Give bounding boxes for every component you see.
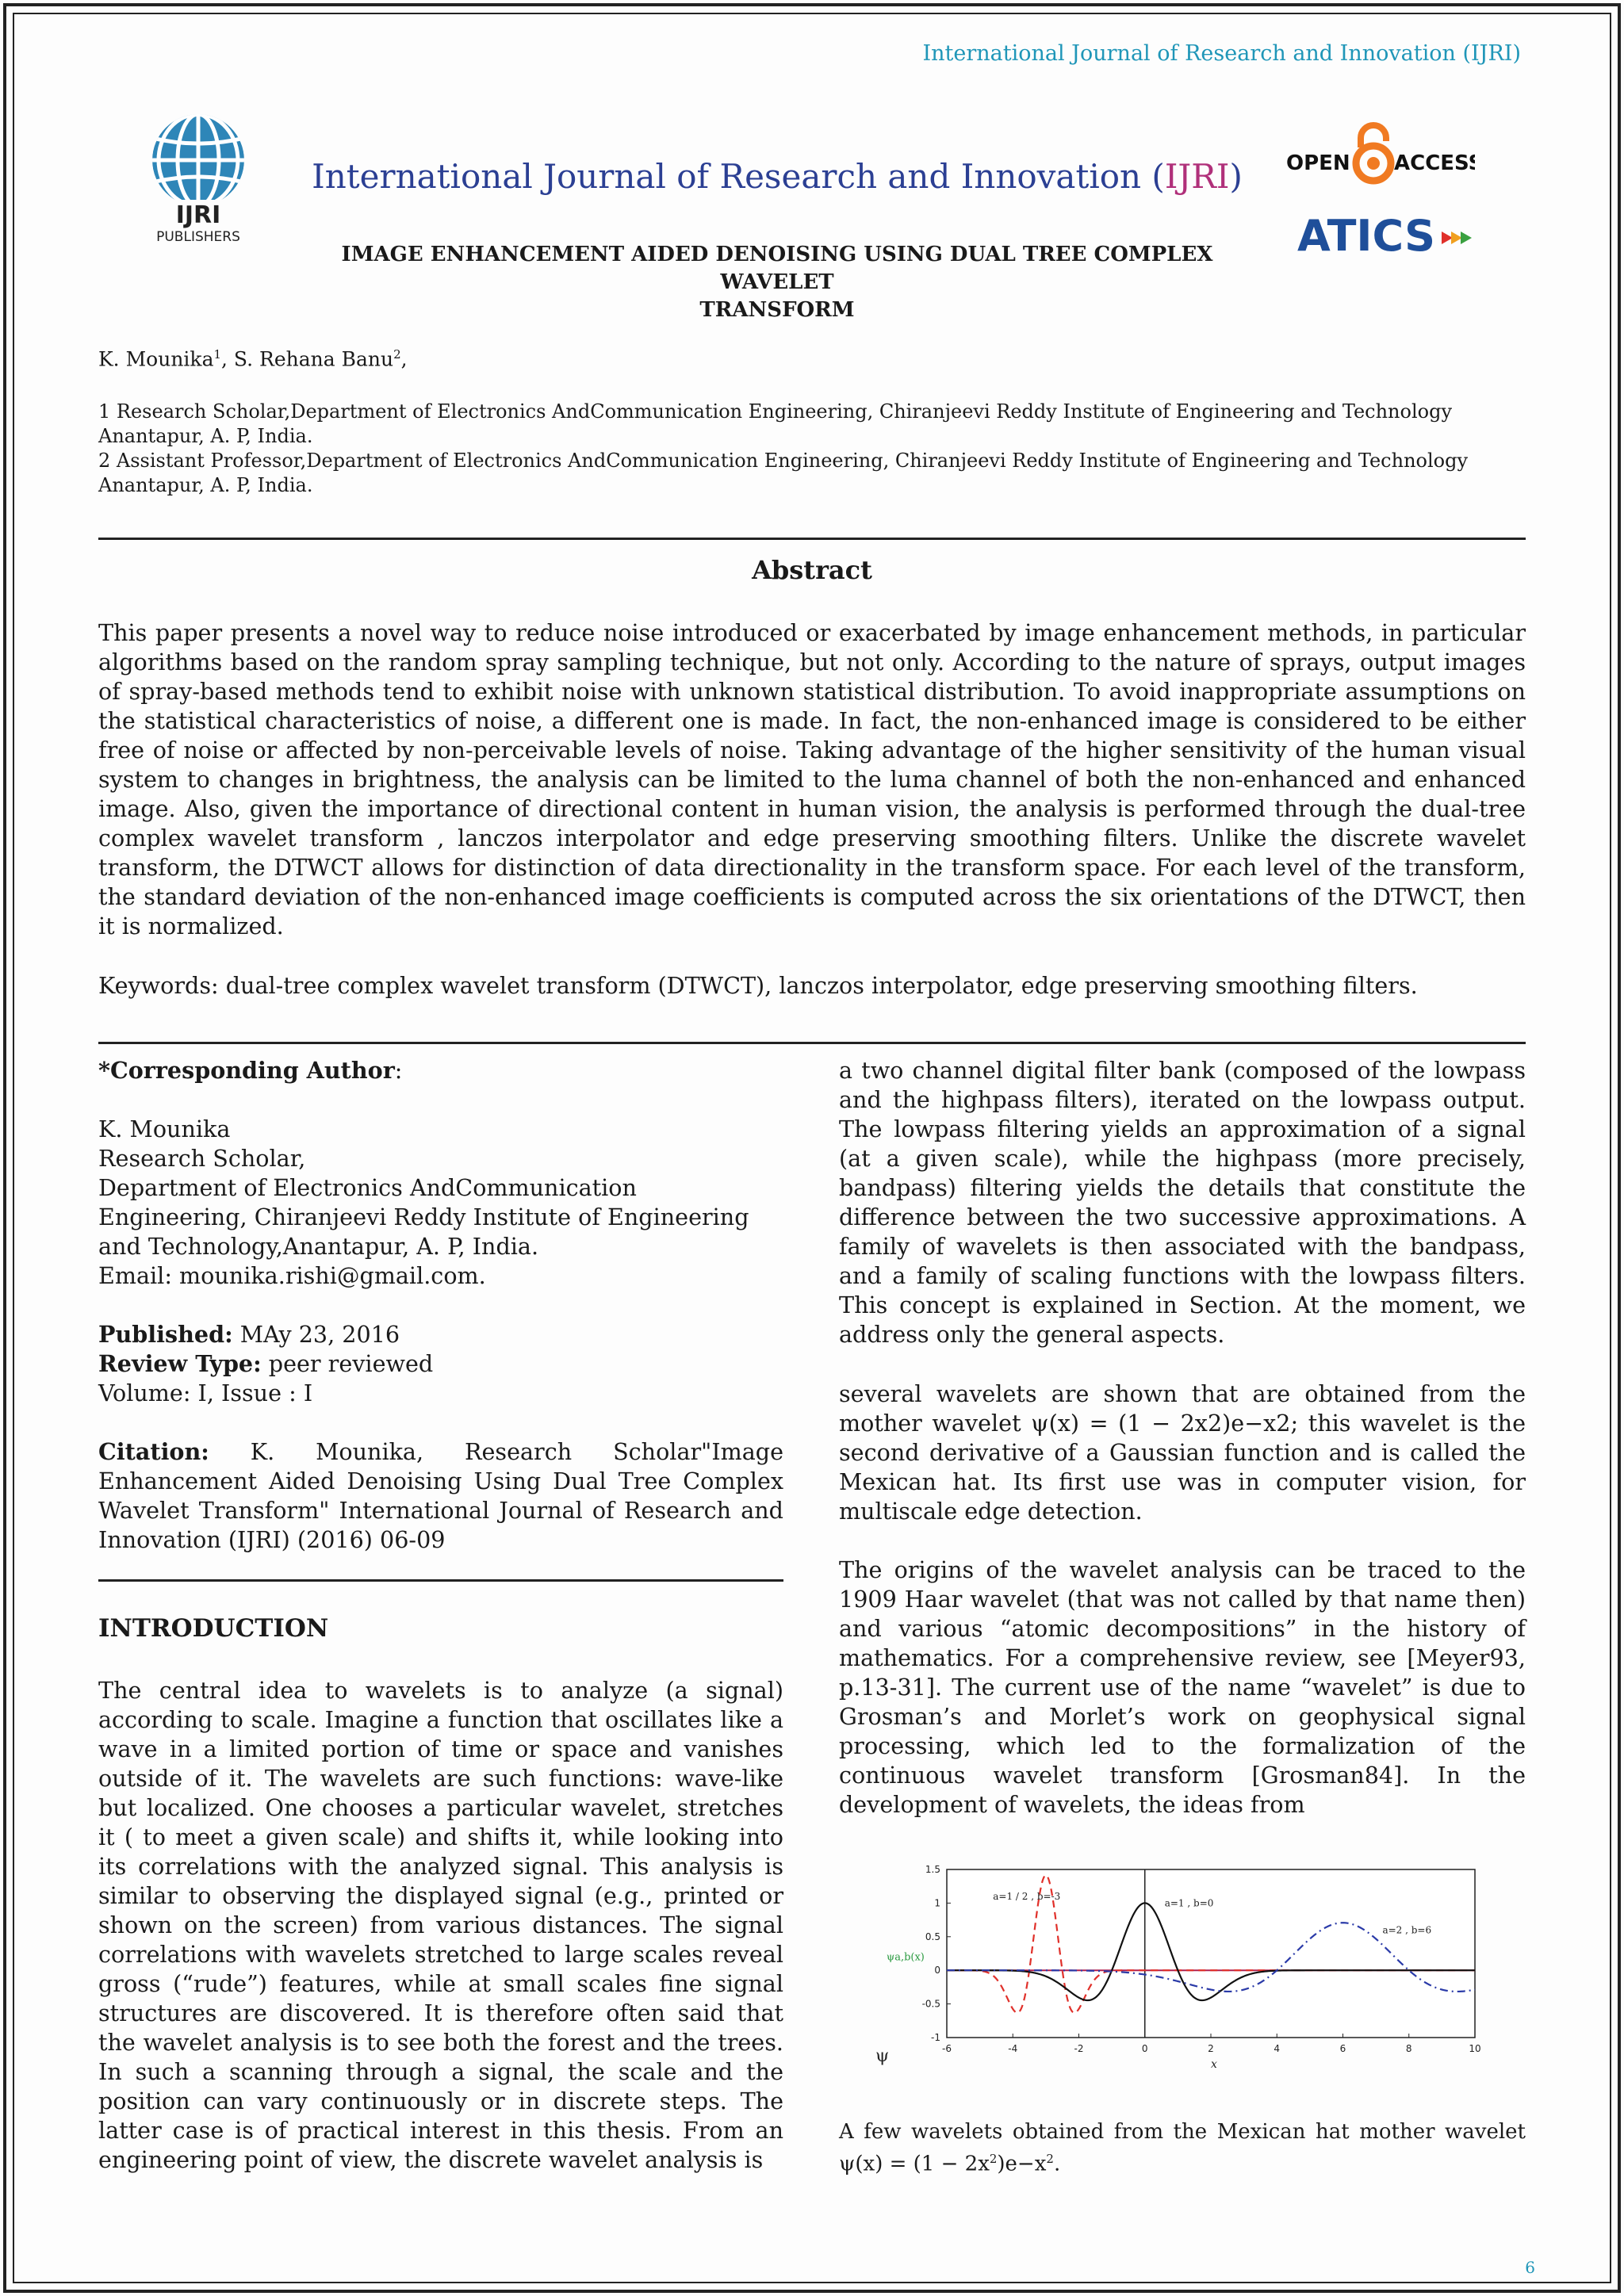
introduction-body: The central idea to wavelets is to analyze (a signal) according to scale. Imagine a function that oscillates like a wave in a limited portion of time or space and vanishes outside of it. The wavelets are such functions: wave-like but localized. One chooses a particular wavelet, stretches it ( to meet a given scale) and shifts it, while looking into its correlations with the analyzed signal. This analysis is similar to observing the displayed signal (e.g., printed or shown on the screen) from various distances. The signal correlations with wavelets stretched to large scales reveal gross (“rude”) features, while at small scales fine signal structures are discovered. It is therefore often said that the wavelet analysis is to see both the forest and the trees. In such a scanning through a signal, the scale and the position can vary continuously or in discrete steps. The latter case is of practical interest in this thesis. From an engineering point of view, the discrete wavelet analysis is — [98, 1677, 783, 2173]
x-tick-label: 10 — [1469, 2043, 1481, 2054]
divider — [98, 538, 1526, 540]
abstract-body: This paper presents a novel way to reduce noise introduced or exacerbated by image enhancement methods, in particular algorithms based on the random spray sampling technique, but not only. According to the nature of sprays, output images of spray-based methods tend to exhibit noise with unknown statistical distribution. To avoid inappropriate assumptions on the statistical characteristics of noise, a different one is made. In fact, the non-enhanced image is considered to be either free of noise or affected by non-perceivable levels of noise. Taking advantage of the higher sensitivity of the human visual system to changes in brightness, the analysis can be limited to the luma channel of both the non-enhanced and enhanced image. Also, given the importance of directional content in human vision, the analysis is performed through the dual-tree complex wavelet transform , lanczos interpolator and edge preserving smoothing filters. Unlike the discrete wavelet transform, the DTWCT allows for distinction of data directionality in the transform space. For each level of the transform, the standard deviation of the non-enhanced image coefficients is computed across the six orientations of the DTWCT, then it is normalized. — [98, 619, 1526, 939]
introduction-heading: INTRODUCTION — [98, 1614, 329, 1643]
authors: K. Mounika$^1$, S. Rehana Banu$^2$, — [98, 347, 408, 371]
right-paragraph-3: The origins of the wavelet analysis can be traced to the 1909 Haar wavelet (that was not called by that name then) and various “atomic decompositions” in the history of mathematics. For a comprehensive review, see [Meyer93, p.13-31]. The current use of the name “wavelet” is due to Grosman’s and Morlet’s work on geophysical signal processing, which led to the formalization of the continuous wavelet transform [Grosman84]. In the development of wavelets, the ideas from — [839, 1556, 1526, 1818]
atics-text: ATICS — [1297, 211, 1436, 261]
logo-ijri-text: IJRI — [175, 201, 221, 229]
running-head: International Journal of Research and Innovation (IJRI) — [922, 41, 1521, 66]
figure-caption: A few wavelets obtained from the Mexican hat mother wavelet $\psi(x) = (1 - 2x^2)e-x^2$. — [839, 2120, 1526, 2176]
open-access-logo — [1285, 121, 1475, 195]
page-number: 6 — [1525, 2258, 1535, 2277]
divider — [98, 1042, 1526, 1044]
journal-abbr: IJRI — [1164, 157, 1230, 196]
citation: Citation: K. Mounika, Research Scholar"Image Enhancement Aided Denoising Using Dual Tree Complex Wavelet Transform" International Journal of Research and Innovation (IJRI) (2016) 06-09 — [98, 1438, 783, 1553]
x-tick-label: 0 — [1141, 2043, 1148, 2054]
y-tick-label: -0.5 — [921, 1998, 940, 2010]
x-tick-label: -4 — [1008, 2043, 1018, 2054]
arrows-icon — [1442, 232, 1472, 244]
x-tick-label: 2 — [1208, 2043, 1214, 2054]
x-tick-label: -2 — [1074, 2043, 1084, 2054]
y-tick-label: 0.5 — [925, 1931, 940, 1942]
open-access-right-text: ACCESS — [1394, 151, 1475, 175]
atics-logo — [1297, 208, 1488, 266]
corresponding-email: Email: mounika.rishi@gmail.com. — [98, 1262, 486, 1289]
x-tick-label: 8 — [1405, 2043, 1412, 2054]
y-tick-label: 1.5 — [925, 1864, 940, 1875]
right-paragraph-1: a two channel digital filter bank (composed of the lowpass and the highpass filters), iterated on the lowpass output. The lowpass filtering yields an approximation of a signal (at a given scale), while the highpass (more precisely, bandpass) filtering yields the details that constitute the difference between the two successive approximations. A family of wavelets is then associated with the bandpass, and a family of scaling functions with the lowpass filters. This concept is explained in Section. At the moment, we address only the general aspects. — [839, 1057, 1526, 1348]
paper-title: IMAGE ENHANCEMENT AIDED DENOISING USING DUAL TREE COMPLEX WAVELET TRANSFORM — [341, 243, 1213, 322]
divider — [98, 1579, 783, 1582]
curve-annotation: a=1 / 2 , b=-3 — [993, 1891, 1061, 1903]
curve-annotation: a=2 , b=6 — [1382, 1924, 1432, 1936]
journal-title: International Journal of Research and Innovation (IJRI) — [312, 157, 1243, 196]
globe-icon — [149, 113, 260, 200]
keywords: Keywords: dual-tree complex wavelet transform (DTWCT), lanczos interpolator, edge preserving smoothing filters. — [98, 972, 1418, 999]
y-axis-label: ψ — [875, 2046, 890, 2066]
abstract-heading: Abstract — [752, 555, 872, 585]
curve-annotation: a=1 , b=0 — [1164, 1897, 1214, 1909]
inner-y-label: ψa,b(x) — [887, 1951, 925, 1964]
right-paragraph-2: several wavelets are shown that are obtained from the mother wavelet ψ(x) = (1 − 2x2)e−x2; this wavelet is the second derivative of a Gaussian function and is called the Mexican hat. Its first use was in computer vision, for multiscale edge detection. — [839, 1380, 1526, 1525]
x-tick-label: 6 — [1339, 2043, 1346, 2054]
x-axis-label: x — [1211, 2058, 1217, 2071]
corresponding-author: *Corresponding Author: K. Mounika Research Scholar, Department of Electronics AndCommunication Engineering, Chiranjeevi Reddy Institute of Engineering and Technology,Anantapur, A. P, India. Email: mounika.rishi@gmail.com. Published: MAy 23, 2016 Review Type: peer reviewed Volume: I, Issue : I Citation: K. Mounika, Research Scholar"Image Enhancement Aided Denoising Using Dual Tree Complex Wavelet Transform" International Journal of Research and Innovation (IJRI) (2016) 06-09 — [98, 1057, 783, 1553]
x-tick-label: -6 — [942, 2043, 952, 2054]
y-tick-label: -1 — [931, 2032, 940, 2043]
y-tick-label: 0 — [934, 1965, 940, 1976]
x-tick-label: 4 — [1274, 2043, 1281, 2054]
open-access-left-text: OPEN — [1286, 151, 1350, 175]
y-tick-label: 1 — [934, 1897, 940, 1909]
affiliations: 1 Research Scholar,Department of Electronics AndCommunication Engineering, Chiranjeevi Reddy Institute of Engineering and Technology Anantapur, A. P, India. 2 Assistant Professor,Department of Electronics AndCommunication Engineering, Chiranjeevi Reddy Institute of Engineering and Technology Anantapur, A. P, India. — [98, 400, 1469, 496]
ijri-logo — [149, 113, 260, 245]
wavelet-figure — [864, 1847, 1483, 2088]
wavelet-chart — [864, 1847, 1483, 2085]
open-lock-icon — [1356, 125, 1391, 181]
logo-publishers-text: PUBLISHERS — [156, 229, 240, 245]
